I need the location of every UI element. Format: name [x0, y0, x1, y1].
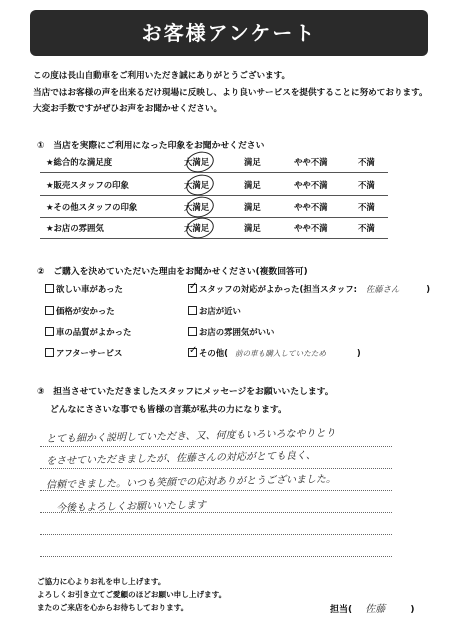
staff-field: [330, 600, 415, 615]
option-label: スタッフの対応がよかった(担当スタッフ:: [199, 284, 357, 294]
option-label: 車の品質がよかった: [56, 327, 132, 337]
option-dissatisfied[interactable]: 不満: [358, 157, 375, 167]
option-label: 価格が安かった: [56, 306, 115, 316]
message-line: とても細かく説明していただき、又、何度もいろいろなやりとり: [45, 427, 336, 445]
checkbox-option[interactable]: [45, 305, 115, 317]
q3-heading: ③ 担当させていただきましたスタッフにメッセージをお願いいたします。: [37, 387, 334, 397]
checkbox[interactable]: [45, 284, 54, 293]
option-satisfied[interactable]: 満足: [244, 202, 261, 212]
message-line: をさせていただきましたが、佐藤さんの対応がとても良く、: [45, 450, 316, 467]
checkbox-option[interactable]: [45, 326, 131, 338]
staff-name: 佐藤: [365, 604, 386, 615]
option-satisfied[interactable]: 満足: [244, 157, 261, 167]
writing-line: [40, 468, 392, 469]
divider: [40, 195, 388, 196]
checkbox-option[interactable]: [188, 283, 430, 295]
checkbox[interactable]: [188, 348, 197, 357]
rating-label: ★お店の雰囲気: [46, 223, 104, 233]
checkbox-option[interactable]: [188, 347, 361, 359]
close-paren: ): [410, 605, 415, 615]
option-label: 欲しい車があった: [56, 284, 123, 294]
checkbox[interactable]: [45, 348, 54, 357]
option-satisfied[interactable]: 満足: [244, 180, 261, 190]
intro-line: 大変お手数ですがぜひお声をお聞かせください。: [33, 104, 223, 114]
writing-line: [40, 490, 392, 491]
writing-line: [40, 556, 392, 557]
option-dissatisfied[interactable]: 不満: [358, 202, 375, 212]
footer-line: よろしくお引き立てご愛顧のほどお願い申し上げます。: [37, 590, 227, 599]
checkbox-option[interactable]: [188, 326, 274, 338]
checkbox-option[interactable]: [188, 305, 241, 317]
option-label: その他(: [199, 348, 228, 358]
checkbox[interactable]: [188, 327, 197, 336]
checkbox-option[interactable]: [45, 283, 123, 295]
q1-heading: ① 当店を実際にご利用になった印象をお聞かせください: [37, 141, 265, 151]
rating-row: [46, 179, 386, 195]
footer-line: またのご来店を心からお待ちしております。: [37, 603, 189, 612]
intro-line: 当店ではお客様の声を出来るだけ現場に反映し、より良いサービスを提供することに努めております。: [33, 87, 428, 98]
divider: [40, 217, 388, 218]
close-paren: ): [426, 284, 431, 294]
option-very-satisfied[interactable]: 大満足: [184, 223, 210, 233]
rating-row: [46, 222, 386, 238]
option-label: アフターサービス: [56, 348, 123, 358]
checkbox-option[interactable]: [45, 347, 122, 359]
handwritten-staff-name: 佐藤さん: [365, 284, 400, 294]
writing-line: [40, 446, 392, 447]
option-satisfied[interactable]: 満足: [244, 223, 261, 233]
staff-label: 担当(: [330, 605, 353, 615]
q2-heading: ② ご購入を決めていただいた理由をお聞かせください(複数回答可): [37, 267, 308, 277]
intro-line: この度は長山自動車をご利用いただき誠にありがとうございます。: [33, 71, 291, 81]
checkbox[interactable]: [188, 306, 197, 315]
checkbox[interactable]: [188, 284, 197, 293]
rating-row: [46, 156, 386, 172]
intro-text: [33, 68, 428, 118]
option-label: お店の雰囲気がいい: [199, 327, 275, 337]
option-somewhat-dissatisfied[interactable]: やや不満: [294, 180, 328, 190]
option-very-satisfied[interactable]: 大満足: [184, 180, 210, 190]
option-dissatisfied[interactable]: 不満: [358, 180, 375, 190]
checkbox[interactable]: [45, 327, 54, 336]
message-line: 今後もよろしくお願いいたします: [55, 499, 207, 514]
option-somewhat-dissatisfied[interactable]: やや不満: [294, 223, 328, 233]
option-somewhat-dissatisfied[interactable]: やや不満: [294, 202, 328, 212]
option-very-satisfied[interactable]: 大満足: [184, 202, 210, 212]
rating-label: ★総合的な満足度: [46, 157, 113, 167]
footer-text: [37, 575, 226, 614]
handwritten-other-reason: 前の車も購入していたため: [234, 349, 326, 358]
writing-line: [40, 534, 392, 535]
option-very-satisfied[interactable]: 大満足: [184, 157, 210, 167]
survey-title: お客様アンケート: [30, 10, 428, 56]
rating-label: ★販売スタッフの印象: [46, 180, 129, 190]
divider: [40, 238, 388, 239]
option-label: お店が近い: [199, 306, 241, 316]
checkbox[interactable]: [45, 306, 54, 315]
close-paren: ): [356, 348, 361, 358]
footer-line: ご協力に心よりお礼を申し上げます。: [37, 577, 166, 586]
rating-row: [46, 201, 386, 217]
message-line: 信頼できました。いつも笑顔での応対ありがとうございました。: [45, 473, 337, 491]
option-somewhat-dissatisfied[interactable]: やや不満: [294, 157, 328, 167]
q3-subheading: どんなにささいな事でも皆様の言葉が私共の力になります。: [50, 405, 287, 415]
option-dissatisfied[interactable]: 不満: [358, 223, 375, 233]
rating-label: ★その他スタッフの印象: [46, 202, 138, 212]
divider: [40, 172, 388, 173]
